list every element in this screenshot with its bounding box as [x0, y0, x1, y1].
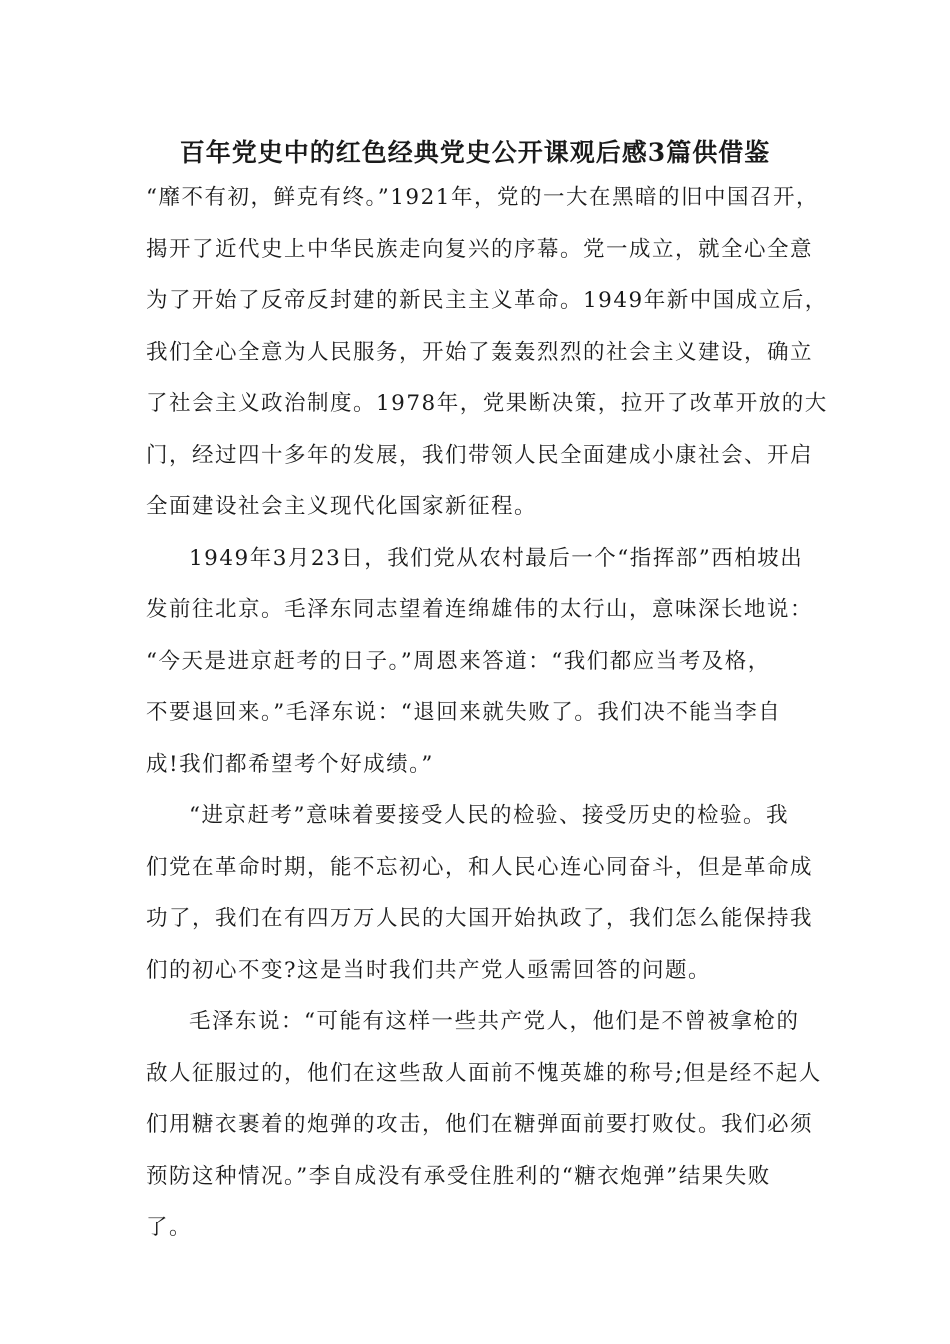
text-line: 门，经过四十多年的发展，我们带领人民全面建成小康社会、开启	[146, 442, 814, 468]
text-line: 们党在革命时期，能不忘初心，和人民心连心同奋斗，但是革命成	[146, 854, 814, 880]
paragraph-2	[146, 541, 816, 783]
text-line: 我们全心全意为人民服务，开始了轰轰烈烈的社会主义建设，确立	[146, 339, 814, 365]
text-line: 功了，我们在有四万万人民的大国开始执政了，我们怎么能保持我	[146, 906, 814, 931]
text-line: 为了开始了反帝反封建的新民主主义革命。1949年新中国成立后，	[146, 288, 828, 313]
text-line: 发前往北京。毛泽东同志望着连绵雄伟的太行山，意味深长地说：	[146, 597, 814, 622]
text-line: 成!我们都希望考个好成绩。”	[146, 751, 434, 777]
text-line: “进京赶考”意味着要接受人民的检验、接受历史的检验。我	[189, 803, 789, 828]
text-line: 预防这种情况。”李自成没有承受住胜利的“糖衣炮弹”结果失败	[146, 1163, 771, 1189]
text-line: 了。	[146, 1215, 193, 1240]
text-line: 1949年3月23日，我们党从农村最后一个“指挥部”西柏坡出	[189, 545, 804, 571]
paragraph-1	[146, 180, 828, 525]
text-line: 不要退回来。”毛泽东说：“退回来就失败了。我们决不能当李自	[146, 700, 782, 725]
document-body	[146, 180, 828, 1262]
text-line: “靡不有初，鲜克有终。”1921年，党的一大在黑暗的旧中国召开，	[146, 185, 819, 210]
text-line: 敌人征服过的，他们在这些敌人面前不愧英雄的称号;但是经不起人	[146, 1060, 822, 1086]
text-line: “今天是进京赶考的日子。”周恩来答道：“我们都应当考及格，	[146, 648, 771, 674]
text-line: 毛泽东说：“可能有这样一些共产党人，他们是不曾被拿枪的	[189, 1009, 800, 1034]
text-line: 们用糖衣裹着的炮弹的攻击，他们在糖弹面前要打败仗。我们必须	[146, 1112, 814, 1137]
paragraph-3	[146, 798, 816, 989]
text-line: 全面建设社会主义现代化国家新征程。	[146, 494, 538, 519]
document-title: 百年党史中的红色经典党史公开课观后感3篇供借鉴	[179, 138, 771, 167]
text-line: 们的初心不变?这是当时我们共产党人亟需回答的问题。	[146, 957, 712, 983]
text-line: 了社会主义政治制度。1978年，党果断决策，拉开了改革开放的大	[146, 391, 828, 416]
paragraph-4	[146, 1004, 822, 1246]
text-line: 揭开了近代史上中华民族走向复兴的序幕。党一成立，就全心全意	[146, 236, 814, 262]
